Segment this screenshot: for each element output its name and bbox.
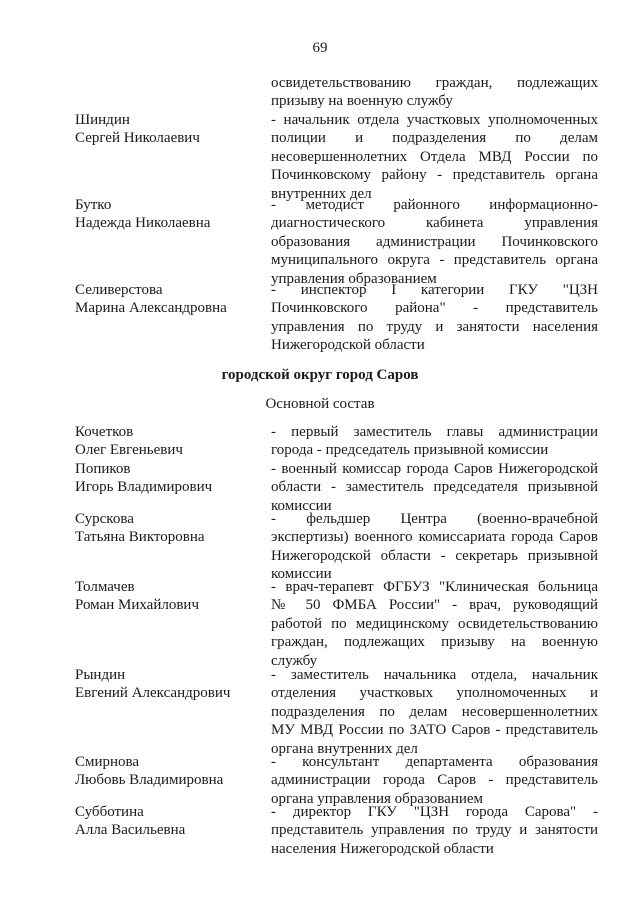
role-line: службу <box>271 652 318 669</box>
member-surname: Толмачев <box>75 579 135 595</box>
member-surname: Бутко <box>75 197 112 213</box>
member-name <box>75 460 260 497</box>
member-surname: Рындин <box>75 667 126 683</box>
role-line: администрации города Саров - представитель <box>271 772 598 789</box>
member-given-names: Марина Александровна <box>75 300 227 317</box>
role-line: города - председатель призывной комиссии <box>271 442 549 459</box>
member-given-names: Олег Евгеньевич <box>75 442 183 459</box>
member-surname: Кочетков <box>75 424 134 440</box>
role-line: управления по труду и занятости населения <box>271 318 598 335</box>
member-given-names: Сергей Николаевич <box>75 130 200 147</box>
role-line: призыву на военную службу <box>271 93 453 110</box>
role-line: - военный комиссар города Саров Нижегородской <box>271 461 598 477</box>
member-given-names: Роман Михайлович <box>75 597 199 614</box>
member-given-names: Алла Васильевна <box>75 822 186 839</box>
role-line: МУ МВД России по ЗАТО Саров - представитель <box>271 722 598 739</box>
member-given-names: Любовь Владимировна <box>75 772 224 789</box>
member-role <box>271 510 598 584</box>
role-line: освидетельствованию граждан, подлежащих <box>271 75 598 91</box>
role-line: диагностического кабинета управления <box>271 215 598 232</box>
member-role <box>271 460 598 515</box>
member-name <box>75 666 260 703</box>
role-line: внутренних дел <box>271 185 372 202</box>
section-subheading: Основной состав <box>265 396 375 412</box>
member-surname <box>75 74 260 92</box>
role-line: Починковского района" - представитель <box>271 300 598 317</box>
role-line: - инспектор I категории ГКУ "ЦЗН <box>271 282 598 298</box>
member-name <box>75 578 260 615</box>
member-name <box>75 423 260 460</box>
page-number: 69 <box>312 40 328 56</box>
member-name <box>75 510 260 547</box>
member-name <box>75 753 260 790</box>
role-line: - заместитель начальника отдела, начальник <box>271 667 598 683</box>
role-line: органа внутренних дел <box>271 740 418 757</box>
member-name <box>75 196 260 233</box>
role-line: - консультант департамента образования <box>271 754 598 770</box>
member-given-names <box>75 92 260 110</box>
member-name <box>75 803 260 840</box>
role-line: управления образованием <box>271 270 437 287</box>
role-line: граждан, подлежащих призыву на военную <box>271 634 598 651</box>
role-line: - первый заместитель главы администрации <box>271 424 598 440</box>
member-role <box>271 666 598 758</box>
role-line: несовершеннолетних Отдела МВД России по <box>271 148 598 165</box>
member-given-names: Надежда Николаевна <box>75 215 211 232</box>
role-line: комиссии <box>271 566 332 583</box>
member-surname: Попиков <box>75 461 131 477</box>
member-given-names: Евгений Александрович <box>75 685 231 702</box>
role-line: комиссии <box>271 497 332 514</box>
member-role <box>271 423 598 460</box>
member-surname: Смирнова <box>75 754 140 770</box>
member-role <box>271 111 598 203</box>
role-line: Нижегородской области <box>271 337 425 354</box>
member-surname: Субботина <box>75 804 144 820</box>
role-line: представитель управления по труду и занятости <box>271 822 598 839</box>
role-line: работой по медицинскому освидетельствованию <box>271 615 598 632</box>
role-line: Нижегородской области - секретарь призывной <box>271 547 598 564</box>
member-surname: Сурскова <box>75 511 134 527</box>
member-surname: Шиндин <box>75 112 130 128</box>
role-line: Починковскому району - представитель органа <box>271 167 598 184</box>
role-line: подразделения по делам несовершеннолетних <box>271 703 598 720</box>
role-line: отделения участковых уполномоченных и <box>271 685 598 702</box>
role-line: - фельдшер Центра (военно-врачебной <box>271 511 598 527</box>
role-line: - методист районного информационно- <box>271 197 598 213</box>
member-role <box>271 74 598 111</box>
member-role <box>271 753 598 808</box>
member-surname: Селиверстова <box>75 282 163 298</box>
role-line: экспертизы) военного комиссариата города Саров <box>271 529 598 546</box>
role-line: полиции и подразделения по делам <box>271 130 598 147</box>
role-line: области - заместитель председателя призывной <box>271 479 598 496</box>
role-line: - врач-терапевт ФГБУЗ "Клиническая больница <box>271 579 598 595</box>
role-line: населения Нижегородской области <box>271 840 494 857</box>
member-role <box>271 803 598 858</box>
role-line: органа управления образованием <box>271 790 484 807</box>
section-heading: городской округ город Саров <box>221 367 419 383</box>
member-name <box>75 281 260 318</box>
role-line: образования администрации Починковского <box>271 233 598 250</box>
member-name <box>75 111 260 148</box>
member-role <box>271 281 598 355</box>
role-line: - директор ГКУ "ЦЗН города Сарова" - <box>271 804 598 820</box>
role-line: - начальник отдела участковых уполномоченных <box>271 112 598 128</box>
member-given-names: Игорь Владимирович <box>75 479 213 496</box>
role-line: муниципального округа - представитель органа <box>271 252 598 269</box>
role-line: № 50 ФМБА России" - врач, руководящий <box>271 597 598 614</box>
member-given-names: Татьяна Викторовна <box>75 529 205 546</box>
member-role <box>271 578 598 670</box>
member-role <box>271 196 598 288</box>
member-name <box>75 74 260 111</box>
